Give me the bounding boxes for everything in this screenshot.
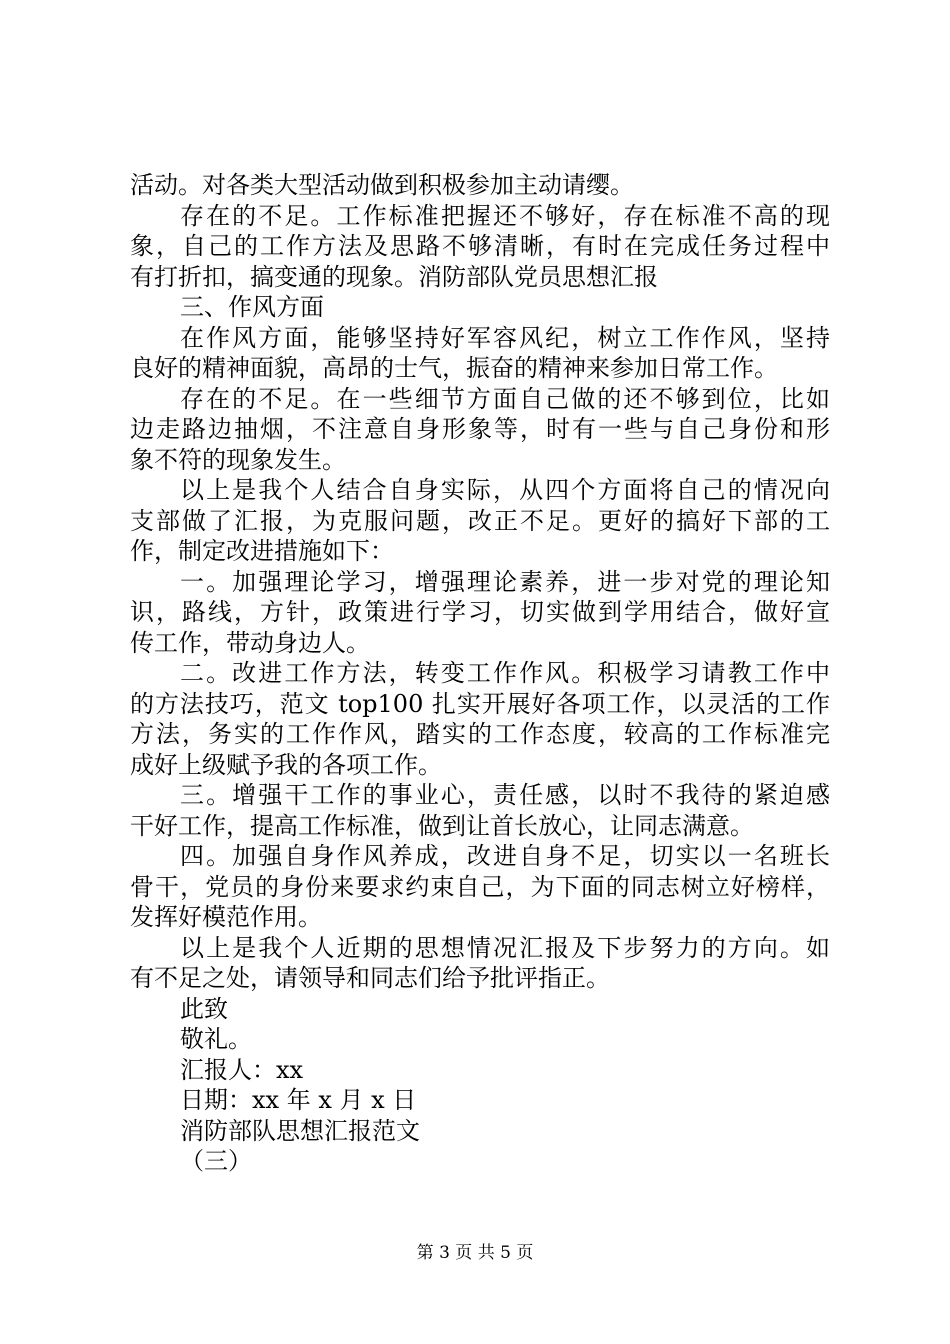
list-item-line: 方法，务实的工作作风，踏实的工作态度，较高的工作标准完 bbox=[130, 720, 830, 748]
next-title-line: 消防部队思想汇报范文 bbox=[180, 1116, 420, 1145]
body-line: 存在的不足。工作标准把握还不够好，存在标准不高的现 bbox=[180, 201, 830, 230]
list-item-line: 一。加强理论学习，增强理论素养，进一步对党的理论知 bbox=[180, 567, 830, 596]
body-line: 良好的精神面貌，高昂的士气，振奋的精神来参加日常工作。 bbox=[130, 354, 778, 382]
body-line: 以上是我个人结合自身实际，从四个方面将自己的情况向 bbox=[180, 476, 830, 504]
body-line: 存在的不足。在一些细节方面自己做的还不够到位，比如 bbox=[180, 384, 830, 413]
body-line: 作，制定改进措施如下： bbox=[130, 537, 394, 565]
reporter-line: 汇报人：xx bbox=[180, 1055, 304, 1084]
body-line: 在作风方面，能够坚持好军容风纪，树立工作作风，坚持 bbox=[180, 323, 830, 352]
closing-line: 敬礼。 bbox=[180, 1025, 252, 1053]
section-heading: 三、作风方面 bbox=[180, 293, 324, 321]
body-line: 支部做了汇报，为克服问题，改正不足。更好的搞好下部的工 bbox=[130, 506, 830, 535]
list-item-line: 发挥好模范作用。 bbox=[130, 903, 322, 931]
list-item-line: 成好上级赋予我的各项工作。 bbox=[130, 750, 442, 779]
date-line: 日期：xx 年 x 月 x 日 bbox=[180, 1086, 417, 1114]
list-item-line: 的方法技巧，范文 top100 扎实开展好各项工作，以灵活的工作 bbox=[130, 689, 830, 718]
list-item-line: 传工作，带动身边人。 bbox=[130, 628, 370, 657]
list-item-line: 骨干，党员的身份来要求约束自己，为下面的同志树立好榜样， bbox=[130, 872, 830, 901]
list-item-line: 四。加强自身作风养成，改进自身不足，切实以一名班长 bbox=[180, 842, 830, 870]
body-line: 象，自己的工作方法及思路不够清晰，有时在完成任务过程中 bbox=[130, 232, 830, 260]
body-line: 有不足之处，请领导和同志们给予批评指正。 bbox=[130, 964, 610, 992]
list-item-line: 二。改进工作方法，转变工作作风。积极学习请教工作中 bbox=[180, 659, 830, 687]
body-line: 活动。对各类大型活动做到积极参加主动请缨。 bbox=[130, 171, 634, 199]
next-title-line: （三） bbox=[180, 1147, 252, 1175]
page-footer: 第 3 页 共 5 页 bbox=[416, 1243, 534, 1263]
body-line: 有打折扣，搞变通的现象。消防部队党员思想汇报 bbox=[130, 262, 658, 291]
body-line: 象不符的现象发生。 bbox=[130, 445, 346, 474]
list-item-line: 干好工作，提高工作标准，做到让首长放心，让同志满意。 bbox=[130, 811, 754, 840]
list-item-line: 识，路线，方针，政策进行学习，切实做到学用结合，做好宣 bbox=[130, 598, 830, 626]
closing-line: 此致 bbox=[180, 994, 228, 1023]
list-item-line: 三。增强干工作的事业心，责任感，以时不我待的紧迫感 bbox=[180, 781, 830, 809]
body-line: 边走路边抽烟，不注意自身形象等，时有一些与自己身份和形 bbox=[130, 415, 830, 443]
document-body bbox=[130, 170, 830, 1177]
body-line: 以上是我个人近期的思想情况汇报及下步努力的方向。如 bbox=[180, 933, 830, 962]
